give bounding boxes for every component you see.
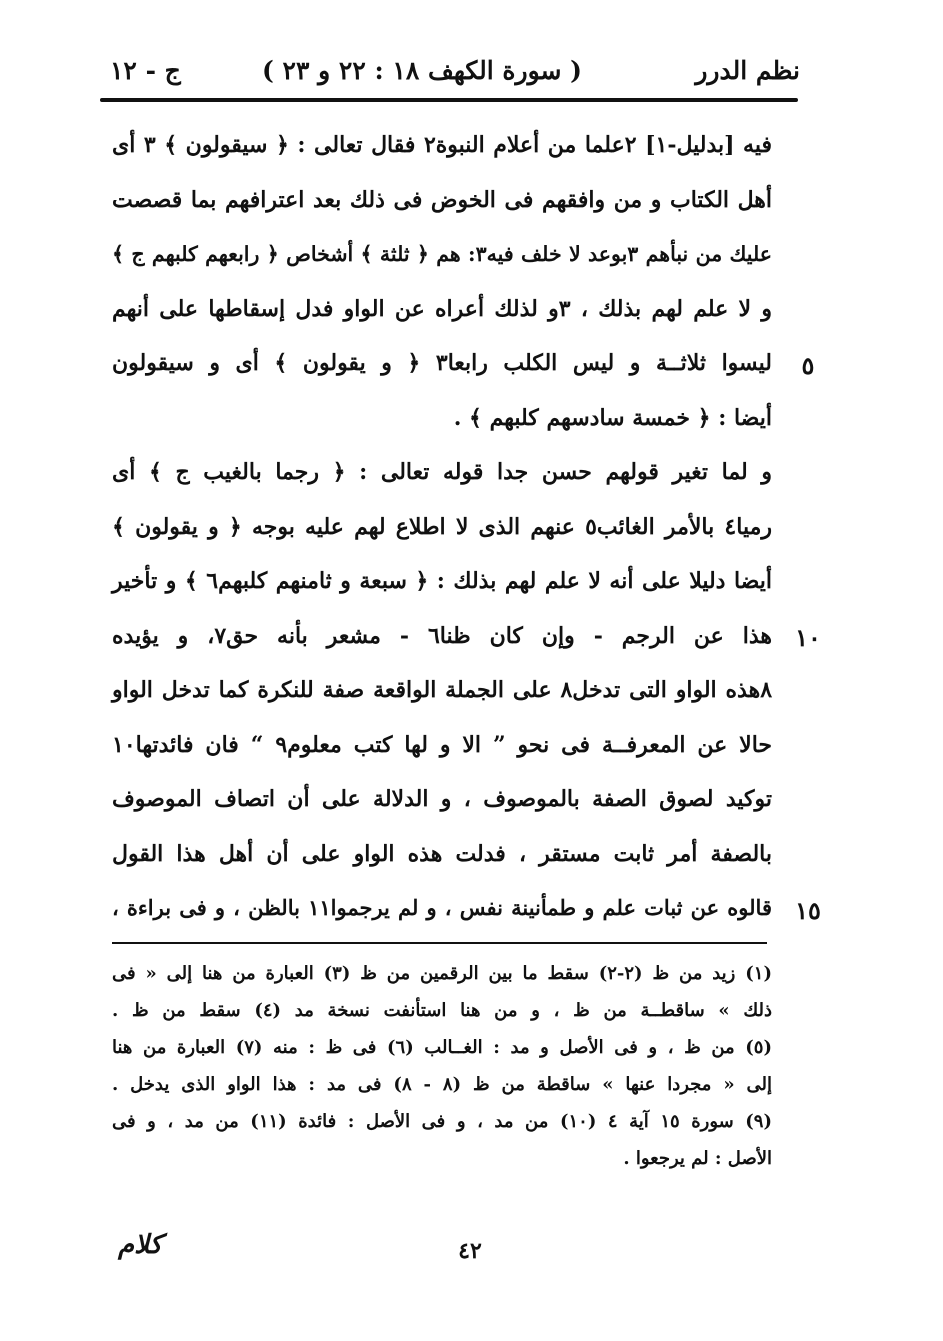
sura-reference: ( سورة الكهف ١٨ : ٢٢ و ٢٣ ) xyxy=(262,56,582,85)
footnote-line: الأصل : لم يرجعوا . xyxy=(623,1148,772,1169)
text-line: أيضا : ﴿ خمسة سادسهم كلبهم ﴾ . xyxy=(453,404,772,431)
text-line: رميا٤ بالأمر الغائب٥ عنهم الذى لا اطلاع لهم عليه بوجه ﴿ و يقولون ﴾ xyxy=(112,513,772,540)
page-number: ٤٢ xyxy=(458,1238,482,1264)
header-rule xyxy=(100,98,798,102)
text-line: أهل الكتاب و من وافقهم فى الخوض فى ذلك بعد اعترافهم بما قصصت xyxy=(112,186,772,213)
running-header xyxy=(110,48,800,96)
text-line: أيضا دليلا على أنه لا علم لهم بذلك : ﴿ سبعة و ثامنهم كلبهم٦ ﴾ و تأخير xyxy=(112,568,772,594)
text-line: عليك من نبأهم ٣بوعد لا خلف فيه٣: هم ﴿ ثلثة ﴾ أشخاص ﴿ رابعهم كلبهم ج ﴾ xyxy=(112,242,772,266)
footnote-line: (١) زيد من ظ (٢-٢) سقط ما بين الرقمين من ظ (٣) العبارة من هنا إلى « فى xyxy=(112,963,772,984)
line-number-15: ١٥ xyxy=(795,896,821,925)
footnote-rule xyxy=(112,942,767,944)
line-number-5: ٥ xyxy=(801,351,815,380)
footnotes xyxy=(112,956,772,1178)
footnote-line: إلى « مجردا عنها » ساقطة من ظ (٨ - ٨) فى مد : هذا الواو الذى يدخل . xyxy=(112,1074,772,1095)
text-line: توكيد لصوق الصفة بالموصوف ، و الدلالة على أن اتصاف الموصوف xyxy=(112,786,772,812)
text-line: قالوه عن ثبات علم و طمأنينة نفس ، و لم يرجموا١١ بالظن ، و فى براءة ، xyxy=(112,895,772,920)
text-line: ليسوا ثلاثــة و ليس الكلب رابعا٣ ﴿ و يقولون ﴾ أى و سيقولون xyxy=(112,350,773,376)
part-number: ج - ١٢ xyxy=(110,56,181,85)
book-title: نظم الدرر xyxy=(695,56,800,85)
text-line: فيه [بدليل-١] ٢علما من أعلام النبوة٢ فقال تعالى : ﴿ سيقولون ﴾ ٣ أى xyxy=(112,132,773,158)
text-line: حالا عن المعرفــة فى نحو ” الا و لها كتب معلوم٩ “ فان فائدتها١٠ xyxy=(112,731,772,758)
footnote-line: ذلك » ساقطــة من ظ ، و من هنا استأنفت نسخة مد (٤) سقط من ظ . xyxy=(112,1000,772,1021)
footnote-line: (٩) سورة ١٥ آية ٤ (١٠) من مد ، و فى الأصل : فائدة (١١) من مد ، و فى xyxy=(112,1111,772,1132)
text-line: هذا عن الرجم - وإن كان ظنا٦ - مشعر بأنه حق٧، و يؤيده xyxy=(112,622,773,649)
main-text xyxy=(112,118,772,936)
footnote-line: (٥) من ظ ، و فى الأصل و مد : الغــالب (٦) فى ظ : منه (٧) العبارة من هنا xyxy=(112,1037,772,1058)
text-line: و لما تغير قولهم حسن جدا قوله تعالى : ﴿ رجما بالغيب ج ﴾ أى xyxy=(112,459,772,485)
text-line: ٨هذه الواو التى تدخل٨ على الجملة الواقعة صفة للنكرة كما تدخل الواو xyxy=(112,677,773,703)
text-line: و لا علم لهم بذلك ، ٣و لذلك أعراه عن الواو فدل إسقاطها على أنهم xyxy=(112,295,773,322)
text-line: بالصفة أمر ثابت مستقر ، فدلت هذه الواو على أن أهل هذا القول xyxy=(112,840,772,867)
line-number-10: ١٠ xyxy=(795,623,821,652)
catchword: كلام xyxy=(118,1230,162,1260)
